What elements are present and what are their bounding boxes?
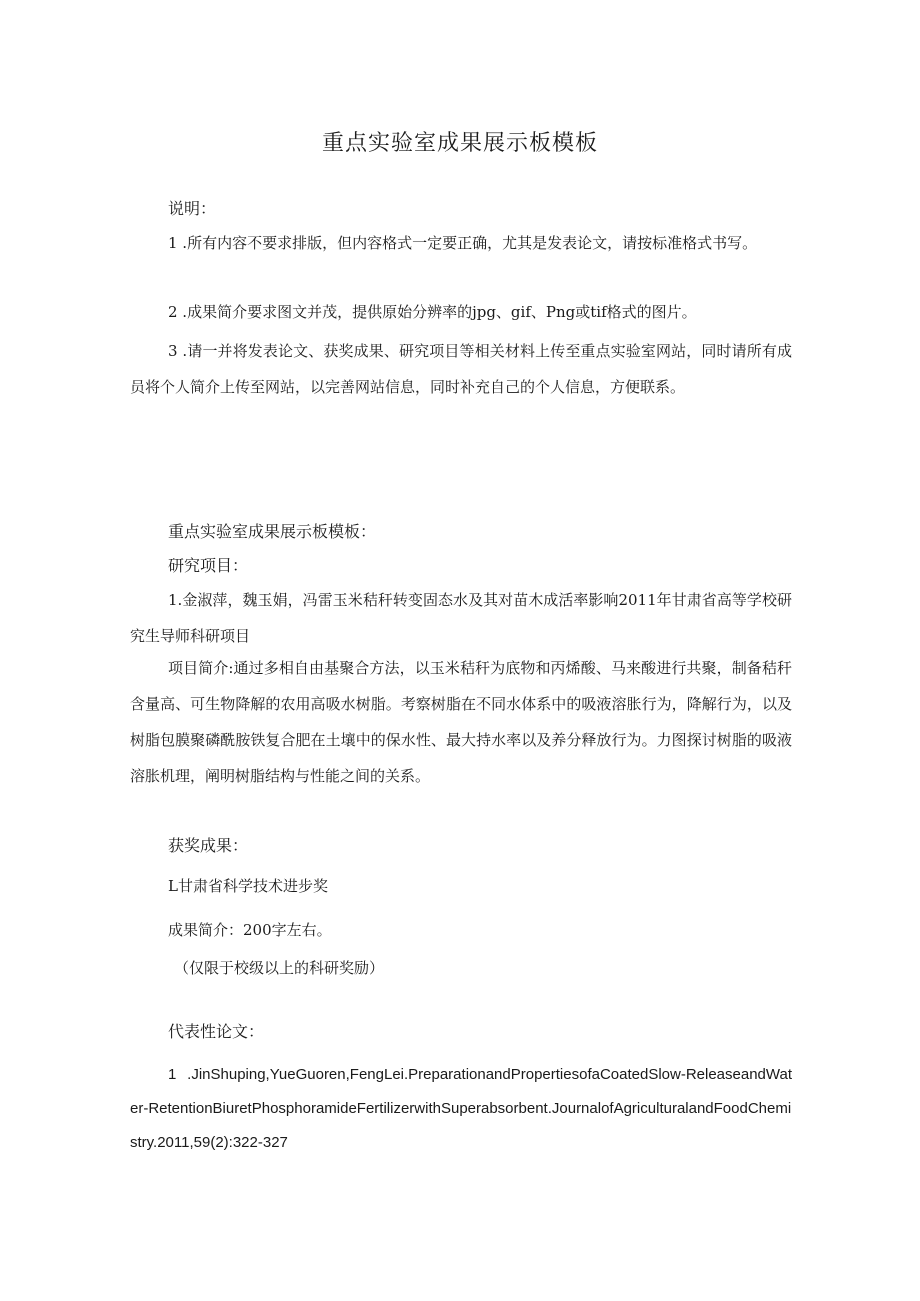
award-summary: 成果简介：200字左右。 (168, 921, 332, 939)
template-heading: 重点实验室成果展示板模板： (168, 522, 377, 541)
projects-heading: 研究项目： (168, 556, 249, 575)
award-note: （仅限于校级以上的科研奖励） (174, 959, 385, 977)
project-summary: 项目简介:通过多相自由基聚合方法，以玉米秸秆为底物和丙烯酸、马来酸进行共聚，制备秸秆含量高、可生物降解的农用高吸水树脂。考察树脂在不同水体系中的吸液溶胀行为，降解行为，以及树脂包膜聚磷酰胺铁复合肥在土壤中的保水性、最大持水率以及养分释放行为。力图探讨树脂的吸液溶胀机理，阐明树脂结构与性能之间的关系。 (130, 659, 792, 785)
page-title: 重点实验室成果展示板模板 (321, 131, 598, 156)
paper-item-1: 1 .JinShuping,YueGuoren,FengLei.PreparationandPropertiesofaCoatedSlow-ReleaseandWater-RetentionBiuretPhosphoramideFertilizerwithSuperabsorbent.JournalofAgriculturalandFoodChemistry.2011,59(2):322-327 (130, 1066, 792, 1151)
instruction-item-3: 3 .请一并将发表论文、获奖成果、研究项目等相关材料上传至重点实验室网站，同时请所有成员将个人简介上传至网站，以完善网站信息，同时补充自己的个人信息，方便联系。 (130, 342, 792, 396)
project-item-1: 1.金淑萍，魏玉娟，冯雷玉米秸秆转变固态水及其对苗木成活率影响2011年甘肃省高等学校研究生导师科研项目 (130, 591, 792, 645)
award-item-1: L甘肃省科学技术进步奖 (168, 877, 328, 895)
papers-heading: 代表性论文： (168, 1022, 265, 1041)
instruction-item-2: 2 .成果简介要求图文并茂，提供原始分辨率的jpg、gif、Png或tif格式的图片。 (168, 303, 697, 321)
awards-heading: 获奖成果： (168, 836, 249, 855)
instruction-item-1: 1 .所有内容不要求排版，但内容格式一定要正确，尤其是发表论文，请按标准格式书写。 (168, 234, 758, 252)
instructions-heading: 说明： (168, 199, 217, 218)
